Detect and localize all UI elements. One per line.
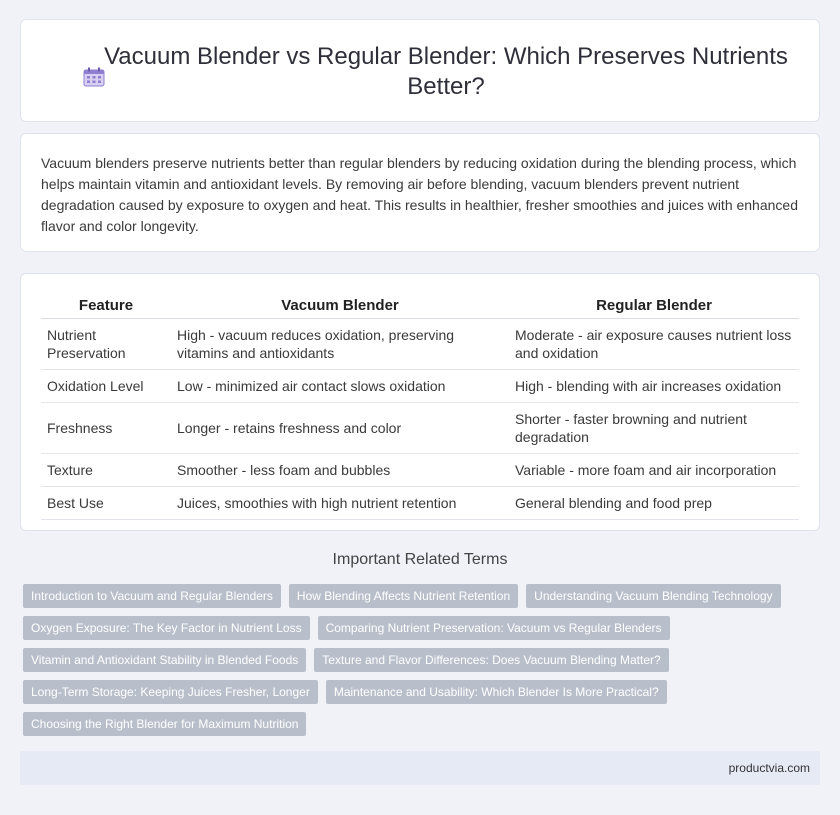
related-terms-list [23, 584, 823, 744]
table-cell: High - vacuum reduces oxidation, preserving vitamins and antioxidants [171, 319, 509, 370]
footer-site-name: productvia.com [728, 761, 810, 775]
table-cell: Shorter - faster browning and nutrient degradation [509, 403, 799, 454]
table-cell: Best Use [41, 487, 171, 520]
related-term-tag[interactable]: How Blending Affects Nutrient Retention [289, 584, 518, 608]
column-header-feature: Feature [41, 294, 171, 319]
related-term-tag[interactable]: Introduction to Vacuum and Regular Blenders [23, 584, 281, 608]
table-cell: Variable - more foam and air incorporation [509, 454, 799, 487]
table-row [41, 487, 799, 520]
footer [20, 751, 820, 785]
table-cell: Moderate - air exposure causes nutrient loss and oxidation [509, 319, 799, 370]
comparison-table [41, 294, 799, 520]
table-cell: General blending and food prep [509, 487, 799, 520]
related-term-tag[interactable]: Understanding Vacuum Blending Technology [526, 584, 780, 608]
table-cell: Smoother - less foam and bubbles [171, 454, 509, 487]
related-term-tag[interactable]: Maintenance and Usability: Which Blender Is More Practical? [326, 680, 667, 704]
table-row [41, 454, 799, 487]
table-cell: Juices, smoothies with high nutrient retention [171, 487, 509, 520]
table-cell: High - blending with air increases oxidation [509, 370, 799, 403]
comparison-table-card [20, 273, 820, 531]
related-term-tag[interactable]: Vitamin and Antioxidant Stability in Blended Foods [23, 648, 306, 672]
column-header-regular: Regular Blender [509, 294, 799, 319]
related-term-tag[interactable]: Choosing the Right Blender for Maximum Nutrition [23, 712, 306, 736]
related-term-tag[interactable]: Texture and Flavor Differences: Does Vacuum Blending Matter? [314, 648, 668, 672]
related-term-tag[interactable]: Oxygen Exposure: The Key Factor in Nutrient Loss [23, 616, 310, 640]
page-title: Vacuum Blender vs Regular Blender: Which Preserves Nutrients Better? [104, 43, 788, 100]
table-row [41, 319, 799, 370]
table-cell: Low - minimized air contact slows oxidation [171, 370, 509, 403]
intro-card [20, 133, 820, 252]
table-cell: Freshness [41, 403, 171, 454]
table-header-row [41, 294, 799, 319]
table-row [41, 370, 799, 403]
table-cell: Nutrient Preservation [41, 319, 171, 370]
table-row [41, 403, 799, 454]
column-header-vacuum: Vacuum Blender [171, 294, 509, 319]
related-terms-heading: Important Related Terms [332, 551, 508, 568]
related-term-tag[interactable]: Comparing Nutrient Preservation: Vacuum vs Regular Blenders [318, 616, 670, 640]
intro-paragraph: Vacuum blenders preserve nutrients better than regular blenders by reducing oxidation during the blending process, which helps maintain vitamin and antioxidant levels. By removing air before blending, vacuum blenders prevent nutrient degradation caused by exposure to oxygen and heat. This results in healthier, fresher smoothies and juices with enhanced flavor and color longevity. [41, 155, 798, 234]
table-cell: Longer - retains freshness and color [171, 403, 509, 454]
table-cell: Texture [41, 454, 171, 487]
header-card [20, 19, 820, 122]
table-cell: Oxidation Level [41, 370, 171, 403]
related-term-tag[interactable]: Long-Term Storage: Keeping Juices Fresher, Longer [23, 680, 318, 704]
